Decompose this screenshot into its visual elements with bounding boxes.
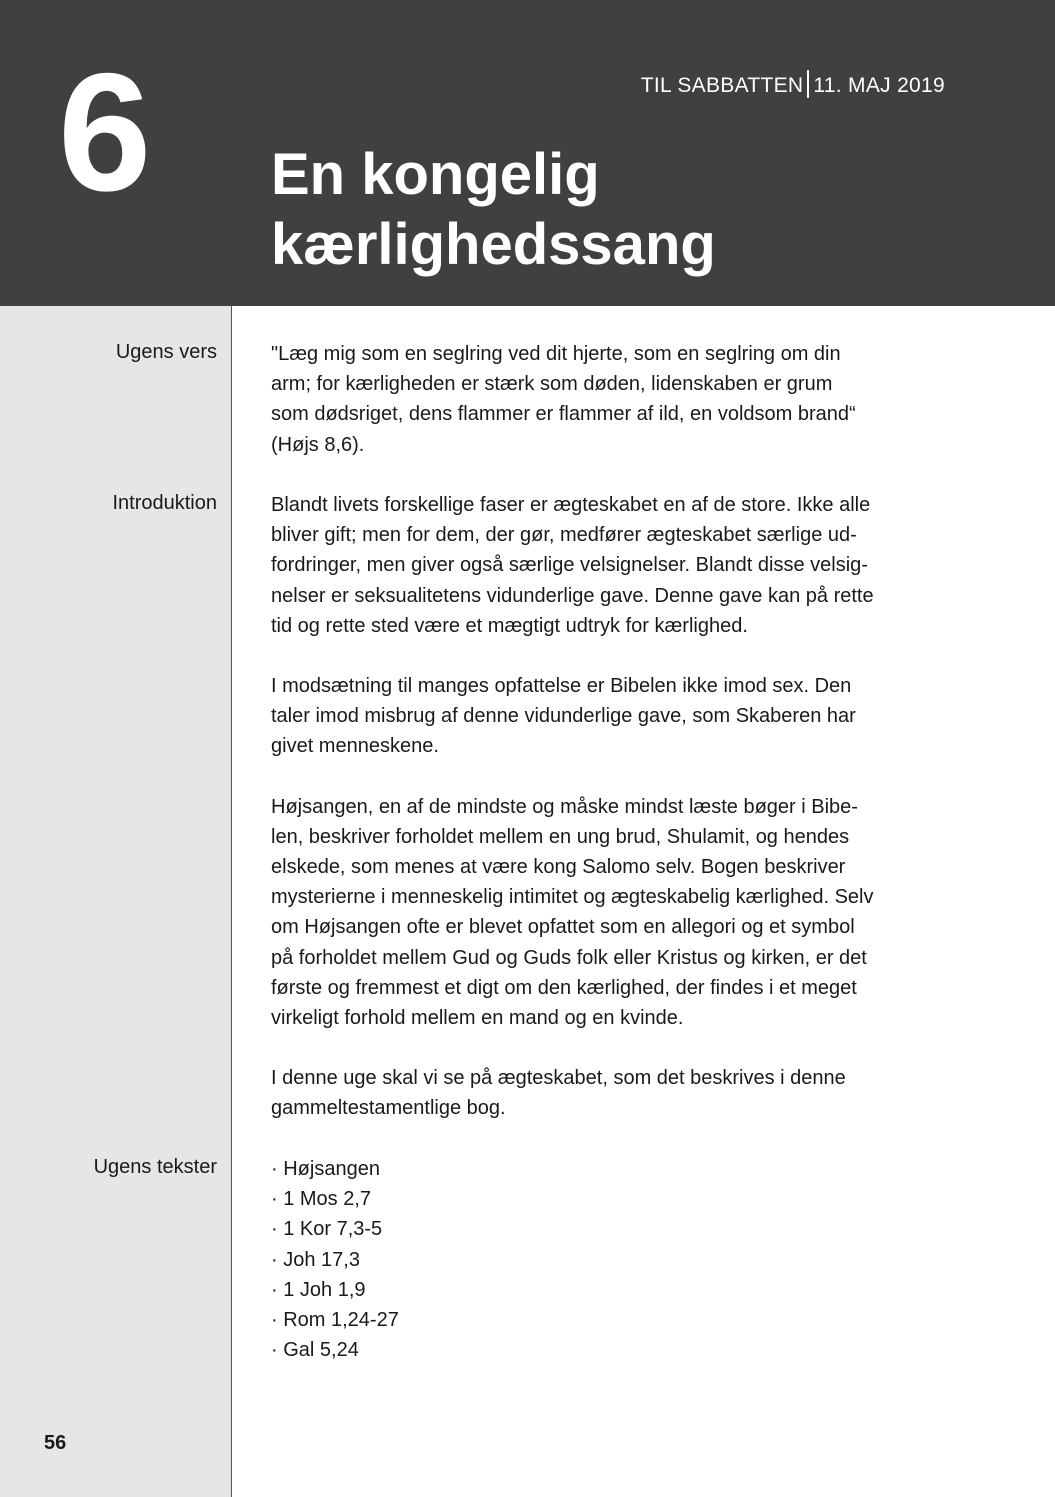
lesson-header: [0, 0, 1055, 306]
label-introduktion: Introduktion: [112, 492, 217, 514]
paragraph-line: tid og rette sted være et mægtigt udtryk for kærlighed.: [271, 614, 748, 637]
list-item: · 1 Kor 7,3-5: [271, 1218, 383, 1241]
title-line: kærlighedssang: [271, 212, 716, 277]
dateline-label: TIL SABBATTEN: [640, 74, 804, 97]
paragraph-line: taler imod misbrug af denne vidunderlige gave, som Skaberen har: [271, 705, 856, 728]
paragraph-line: om Højsangen ofte er blevet opfattet som en allegori og et symbol: [271, 916, 855, 939]
paragraph-line: mysterierne i menneskelig intimitet og ægteskabelig kærlighed. Selv: [271, 886, 874, 909]
paragraph-line: len, beskriver forholdet mellem en ung brud, Shulamit, og hendes: [271, 825, 850, 848]
paragraph-line: gammeltestamentlige bog.: [271, 1097, 506, 1120]
label-ugens-vers: Ugens vers: [115, 341, 217, 363]
page-number: 56: [44, 1432, 67, 1454]
title-line: En kongelig: [271, 142, 600, 207]
weekly-texts-list: [271, 1154, 971, 1365]
page-title: [271, 140, 716, 280]
paragraph-line: fordringer, men giver også særlige velsignelser. Blandt disse velsig-: [271, 554, 868, 577]
lesson-number: 6: [58, 38, 148, 226]
verse-line: "Læg mig som en seglring ved dit hjerte, som en seglring om din: [271, 343, 841, 365]
memory-verse: [271, 339, 971, 460]
paragraph: [271, 792, 971, 1034]
verse-line: som dødsriget, dens flammer er flammer af ild, en voldsom brand“: [271, 403, 856, 426]
paragraph: [271, 1063, 971, 1123]
list-item: · Rom 1,24-27: [271, 1309, 399, 1332]
paragraph-line: nelser er seksualitetens vidunderlige gave. Denne gave kan på rette: [271, 584, 874, 607]
paragraph-line: virkeligt forhold mellem en mand og en kvinde.: [271, 1007, 684, 1030]
list-item: · 1 Mos 2,7: [271, 1188, 372, 1211]
list-item: · Højsangen: [271, 1158, 380, 1180]
paragraph-line: første og fremmest et digt om den kærlighed, der findes i et meget: [271, 976, 857, 999]
paragraph-line: på forholdet mellem Gud og Guds folk eller Kristus og kirken, er det: [271, 946, 867, 969]
verse-line: arm; for kærligheden er stærk som døden, lidenskaben er grum: [271, 373, 833, 396]
paragraph-line: bliver gift; men for dem, der gør, medfører ægteskabet særlige ud-: [271, 524, 857, 547]
paragraph-line: Højsangen, en af de mindste og måske mindst læste bøger i Bibe-: [271, 795, 858, 818]
paragraph-line: I modsætning til manges opfattelse er Bibelen ikke imod sex. Den: [271, 675, 852, 698]
sidebar: [0, 306, 232, 1497]
paragraph-line: givet menneskene.: [271, 735, 439, 758]
dateline-date: 11. MAJ 2019: [813, 74, 945, 97]
label-ugens-tekster: Ugens tekster: [93, 1156, 217, 1178]
paragraph: [271, 671, 971, 762]
paragraph: [271, 490, 971, 641]
paragraph-line: Blandt livets forskellige faser er ægteskabet en af de store. Ikke alle: [271, 494, 871, 516]
list-item: · Gal 5,24: [271, 1339, 359, 1362]
verse-line: (Højs 8,6).: [271, 433, 365, 456]
paragraph-line: elskede, som menes at være kong Salomo selv. Bogen beskriver: [271, 856, 846, 879]
dateline: [641, 70, 945, 98]
list-item: · 1 Joh 1,9: [271, 1278, 366, 1301]
introduction: [271, 490, 971, 1154]
list-item: · Joh 17,3: [271, 1248, 360, 1271]
dateline-separator: [807, 70, 809, 98]
paragraph-line: I denne uge skal vi se på ægteskabet, som det beskrives i denne: [271, 1067, 846, 1090]
